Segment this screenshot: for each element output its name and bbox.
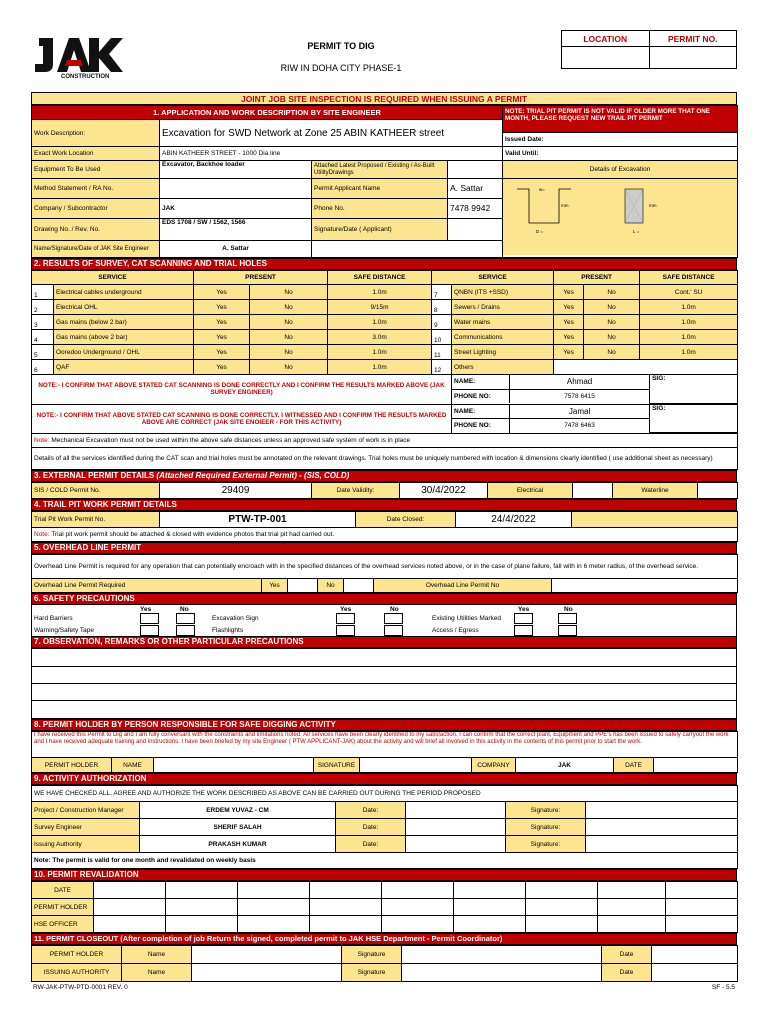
closeout-signature-label: Signature <box>342 964 402 982</box>
present-no[interactable]: No <box>250 360 328 375</box>
holder-name-label: NAME <box>112 758 154 773</box>
service-number: 4 <box>32 330 54 345</box>
waterline-field[interactable] <box>698 483 738 499</box>
details-of-excavation-label: Details of Excavation <box>503 161 738 179</box>
section-4-title: 4. TRAIL PIT WORK PERMIT DETAILS <box>31 499 737 511</box>
authorizer-date-label: Date: <box>336 836 406 853</box>
safe-distance: 1.0m <box>640 330 738 345</box>
present-no[interactable]: No <box>250 345 328 360</box>
overhead-permit-text: Overhead Line Permit is required for any operation that can potentially encroach with in the specified distances of the overhead services noted above, or in the case of plane failure, fall with in 6 meter radius, of the overhead service. <box>32 555 738 579</box>
permit-no-field[interactable] <box>649 47 737 69</box>
closeout-name-label: Name <box>122 964 192 982</box>
section-4-table <box>31 511 738 542</box>
service-number: 10 <box>432 330 452 345</box>
overhead-yes-checkbox[interactable] <box>288 579 318 593</box>
date-closed-label: Date Closed: <box>356 512 456 528</box>
location-label: LOCATION <box>562 31 650 47</box>
safe-distance: 9/15m <box>328 300 432 315</box>
method-statement-label: Method Statement / RA No. <box>32 179 160 199</box>
form-code: RW-JAK-PTW-PTD-0001 REV. 0 <box>33 984 128 991</box>
present-yes[interactable]: Yes <box>194 330 250 345</box>
safe-distance: 3.0m <box>328 330 432 345</box>
revalidation-cell[interactable] <box>666 916 738 933</box>
company-logo <box>31 30 155 78</box>
issued-date-label: Issued Date: <box>503 133 738 147</box>
hard-barriers-no-checkbox[interactable] <box>176 613 195 624</box>
safe-distance: 1.0m <box>640 345 738 360</box>
safety-yes-header-1: Yes <box>140 606 152 613</box>
authorizer-date-field[interactable] <box>406 819 506 836</box>
revalidation-cell[interactable] <box>238 882 310 899</box>
service-number: 8 <box>432 300 452 315</box>
applicant-name-label: Permit Applicant Name <box>312 179 448 199</box>
applicant-signature-field[interactable] <box>448 218 503 240</box>
section-3-title-text: 3. EXTERNAL PERMIT DETAILS <box>34 471 155 480</box>
closeout-name-field[interactable] <box>192 964 342 982</box>
service-name: Others <box>452 360 554 375</box>
equipment-value[interactable]: Excavator, Backhoe loader <box>160 161 312 179</box>
revalidation-cell[interactable] <box>382 899 454 916</box>
overhead-permit-no-label: Overhead Line Permit No <box>374 579 552 593</box>
section-9-title: 9. ACTIVITY AUTHORIZATION <box>31 773 737 785</box>
section-7-title: 7. OBSERVATION, REMARKS OR OTHER PARTICULAR PRECAUTIONS <box>31 636 737 648</box>
section-5-title: 5. OVERHEAD LINE PERMIT <box>31 542 737 554</box>
section-3-title-note: (Attached Required Exrternal Permit) - (SIS, COLD) <box>156 471 350 480</box>
revalidation-cell[interactable] <box>666 882 738 899</box>
safe-distance-header-right: SAFE DISTANCE <box>640 271 738 285</box>
service-name: Ooredoo Underground / OHL <box>54 345 194 360</box>
service-name: QNBN (ITS +SSD) <box>452 285 554 300</box>
section-3-table <box>31 482 738 499</box>
revalidation-cell[interactable] <box>382 916 454 933</box>
revalidation-cell[interactable] <box>94 882 166 899</box>
service-number: 2 <box>32 300 54 315</box>
service-number: 6 <box>32 360 54 375</box>
service-name: Street Lighting <box>452 345 554 360</box>
revalidation-cell[interactable] <box>238 899 310 916</box>
section-8-table <box>31 731 738 773</box>
closeout-date-label: Date <box>602 946 652 964</box>
service-name: Gas mains (below 2 bar) <box>54 315 194 330</box>
revalidation-row-label: HSE OFFICER <box>32 916 94 933</box>
date-validity-label: Date Validity: <box>312 483 400 499</box>
service-number: 9 <box>432 315 452 330</box>
observation-line[interactable] <box>32 649 737 667</box>
mechanical-excavation-note <box>32 434 738 448</box>
present-yes[interactable]: Yes <box>554 315 584 330</box>
revalidation-row-label: PERMIT HOLDER <box>32 899 94 916</box>
closeout-name-label: Name <box>122 946 192 964</box>
revalidation-cell[interactable] <box>166 882 238 899</box>
overhead-permit-no-field[interactable] <box>552 579 738 593</box>
services-annotation-note: Details of all the services identified during the CAT scan and trial holes must be annotated on the relevant drawings. Trial holes must be uniquely numbered with location & dimensions clearly identified ( use additional sheet as necessary) <box>32 448 738 470</box>
authorizer-role: Survey Engineer <box>32 819 140 836</box>
site-engineer-signature-field[interactable] <box>312 240 503 257</box>
flashlights-no-checkbox[interactable] <box>384 625 403 636</box>
revalidation-row-label: DATE <box>32 882 94 899</box>
revalidation-cell[interactable] <box>166 916 238 933</box>
closeout-signature-field[interactable] <box>402 946 602 964</box>
present-no[interactable]: No <box>584 345 640 360</box>
revalidation-cell[interactable] <box>166 899 238 916</box>
others-field[interactable] <box>554 360 738 375</box>
electrical-field[interactable] <box>573 483 613 499</box>
safety-no-header-2: No <box>390 606 399 613</box>
revalidation-cell[interactable] <box>454 916 526 933</box>
exact-location-value[interactable]: ABIN KATHEER STREET - 1000 Dia line <box>160 147 503 161</box>
revalidation-cell[interactable] <box>526 899 598 916</box>
warning-tape-label: Warning/Safety Tape <box>34 627 94 634</box>
service-name: Water mains <box>452 315 554 330</box>
excavation-diagram <box>503 179 738 258</box>
note-mech-text: Mechanical Excavation must not be used within the above safe distances unless an approved safe system of work is in place <box>51 437 411 444</box>
site-engineer-confirm-name[interactable]: Jamal <box>510 405 650 419</box>
diagram-d-label: D = <box>536 229 544 234</box>
holder-company-value[interactable]: JAK <box>516 758 614 773</box>
revalidation-cell[interactable] <box>666 899 738 916</box>
authorizer-date-label: Date: <box>336 802 406 819</box>
sis-cold-permit-value[interactable]: 29409 <box>160 483 312 499</box>
section-2-table <box>31 270 738 470</box>
present-no[interactable]: No <box>584 330 640 345</box>
authorizer-signature-field[interactable] <box>586 819 738 836</box>
survey-engineer-confirmation: NOTE:- I CONFIRM THAT ABOVE STATED CAT SCANNING IS DONE CORRECTLY AND I CONFIRM THE RESULTS MARKED ABOVE (JAK SURVEY ENGINEER) <box>32 375 452 405</box>
service-number: 3 <box>32 315 54 330</box>
access-egress-label: Access / Egress <box>432 627 479 634</box>
safety-no-header-3: No <box>564 606 573 613</box>
excavation-sign-label: Excavation Sign <box>212 615 259 622</box>
form-ref: SF - 5.5 <box>711 984 735 991</box>
safety-yes-header-3: Yes <box>518 606 530 613</box>
section-11-table <box>31 945 738 982</box>
observation-line[interactable] <box>32 684 737 701</box>
safe-distance: 1.0m <box>328 315 432 330</box>
revalidation-cell[interactable] <box>598 882 666 899</box>
holder-company-label: COMPANY <box>472 758 516 773</box>
overhead-permit-required-label: Overhead Line Permit Required <box>32 579 262 593</box>
location-field[interactable] <box>562 47 650 69</box>
flashlights-label: Flashlights <box>212 627 244 634</box>
observation-lines <box>31 648 737 719</box>
authorizer-role: Project / Construction Manager <box>32 802 140 819</box>
present-yes[interactable]: Yes <box>554 345 584 360</box>
closeout-role: PERMIT HOLDER <box>32 946 122 964</box>
present-no[interactable]: No <box>584 300 640 315</box>
form-title: PERMIT TO DIG <box>307 41 375 51</box>
closeout-signature-label: Signature <box>342 946 402 964</box>
closeout-date-field[interactable] <box>652 964 738 982</box>
holder-name-field[interactable] <box>154 758 314 773</box>
present-yes[interactable]: Yes <box>554 330 584 345</box>
safe-distance: 1.0m <box>328 345 432 360</box>
revalidation-cell[interactable] <box>382 882 454 899</box>
section-1-title: 1. APPLICATION AND WORK DESCRIPTION BY SITE ENGINEER <box>32 106 503 120</box>
site-engineer-value[interactable]: A. Sattar <box>160 240 312 257</box>
authorizer-name[interactable]: ERDEM YUVAZ - CM <box>140 802 336 819</box>
applicant-signature-label: Signature/Date ( Applicant) <box>312 218 448 240</box>
trial-pit-note <box>32 528 738 542</box>
safe-distance: Cont.' SU <box>640 285 738 300</box>
revalidation-cell[interactable] <box>598 899 666 916</box>
date-closed-value[interactable]: 24/4/2022 <box>456 512 572 528</box>
company-value[interactable]: JAK <box>160 198 312 218</box>
authorizer-date-field[interactable] <box>406 836 506 853</box>
drawing-no-label: Drawing No. / Rev. No. <box>32 218 160 240</box>
revalidation-cell[interactable] <box>94 899 166 916</box>
safe-distance: 1.0m <box>328 285 432 300</box>
hard-barriers-label: Hard Barriers <box>34 615 73 622</box>
service-number: 11 <box>432 345 452 360</box>
site-engineer-confirmation: NOTE:- I CONFIRM THAT ABOVE STATED CAT SCANNING IS DONE CORRECTLY. I WITNESSED AND I CONFIRM THE RESULTS MARKED ABOVE ARE CORRECT (JAK SITE ENOIEER - FOR THIS ACTIVITY) <box>32 404 452 434</box>
trial-pit-validity-note: NOTE: TRIAL PIT PERMIT IS NOT VALID IF OLDER MORE THAT ONE MONTH, PLEASE REQUEST NEW TRAIL PIT PERMIT <box>503 106 738 133</box>
survey-engineer-phone[interactable]: 7578 6415 <box>510 389 650 403</box>
permit-form <box>31 30 737 1015</box>
present-no[interactable]: No <box>250 330 328 345</box>
section-3-title <box>31 470 737 482</box>
closeout-name-field[interactable] <box>192 946 342 964</box>
method-statement-value[interactable] <box>160 179 312 199</box>
overhead-no-checkbox[interactable] <box>344 579 374 593</box>
phone-label-1: PHONE NO: <box>452 389 510 403</box>
trial-pit-permit-label: Trial Pit Work Permit No. <box>32 512 160 528</box>
diagram-l-label: L = <box>633 229 640 234</box>
work-description-label: Work Description: <box>32 120 160 147</box>
attached-drawings-label: Attached Latest Proposed / Existing / As-Built UtilityDrawings <box>312 161 448 179</box>
excavation-sign-no-checkbox[interactable] <box>384 613 403 624</box>
service-number: 7 <box>432 285 452 300</box>
present-no[interactable]: No <box>250 285 328 300</box>
present-yes[interactable]: Yes <box>194 360 250 375</box>
safe-distance: 1.0m <box>640 315 738 330</box>
form-footer <box>31 982 737 994</box>
service-name: Electrical OHL <box>54 300 194 315</box>
present-no[interactable]: No <box>250 315 328 330</box>
safe-distance-header-left: SAFE DISTANCE <box>328 271 432 285</box>
section-10-title: 10. PERMIT REVALIDATION <box>31 869 737 881</box>
section-2-title: 2. RESULTS OF SURVEY, CAT SCANNING AND TRIAL HOLES <box>31 258 737 270</box>
name-label-1: NAME: <box>452 375 510 389</box>
utilities-marked-yes-checkbox[interactable] <box>514 613 533 624</box>
authorizer-signature-label: Signature: <box>506 819 586 836</box>
service-name: Communications <box>452 330 554 345</box>
present-yes[interactable]: Yes <box>194 345 250 360</box>
diagram-w-label: w= <box>539 187 545 192</box>
safety-yes-header-2: Yes <box>340 606 352 613</box>
section-8-title: 8. PERMIT HOLDER BY PERSON RESPONSIBLE FOR SAFE DIGGING ACTIVITY <box>31 719 737 731</box>
revalidation-cell[interactable] <box>454 899 526 916</box>
authorizer-name[interactable]: PRAKASH KUMAR <box>140 836 336 853</box>
date-validity-value[interactable]: 30/4/2022 <box>400 483 488 499</box>
safe-distance: 1.0m <box>328 360 432 375</box>
phone-value[interactable]: 7478 9942 <box>448 198 503 218</box>
attached-drawings-field[interactable] <box>448 161 503 179</box>
revalidation-cell[interactable] <box>526 916 598 933</box>
section-10-table <box>31 881 738 933</box>
revalidation-cell[interactable] <box>526 882 598 899</box>
section-6-title: 6. SAFETY PRECAUTIONS <box>31 593 737 605</box>
holder-date-label: DATE <box>614 758 654 773</box>
closeout-date-field[interactable] <box>652 946 738 964</box>
service-name: Electrical cables underground <box>54 285 194 300</box>
service-name: QAF <box>54 360 194 375</box>
joint-inspection-notice: JOINT JOB SITE INSPECTION IS REQUIRED WHEN ISSUING A PERMIT <box>31 92 737 105</box>
permit-no-label: PERMIT NO. <box>649 31 737 47</box>
section-9-table <box>31 785 738 869</box>
logo-text: CONSTRUCTION <box>61 74 110 78</box>
service-header-right: SERVICE <box>432 271 554 285</box>
form-subtitle: RIW IN DOHA CITY PHASE-1 <box>280 63 402 73</box>
authorizer-name[interactable]: SHERIF SALAH <box>140 819 336 836</box>
company-label: Company / Subcontractor <box>32 198 160 218</box>
waterline-label: Waterline <box>613 483 698 499</box>
revalidation-cell[interactable] <box>310 899 382 916</box>
safe-distance: 1.0m <box>640 300 738 315</box>
access-egress-no-checkbox[interactable] <box>558 625 577 636</box>
revalidation-cell[interactable] <box>94 916 166 933</box>
service-header-left: SERVICE <box>32 271 194 285</box>
flashlights-yes-checkbox[interactable] <box>336 625 355 636</box>
warning-tape-yes-checkbox[interactable] <box>140 625 159 636</box>
section-5-table <box>31 554 738 593</box>
warning-tape-no-checkbox[interactable] <box>176 625 195 636</box>
service-number: 12 <box>432 360 452 375</box>
diagram-mm2-label: mm <box>649 203 657 208</box>
name-label-2: NAME: <box>452 405 510 419</box>
present-no[interactable]: No <box>584 315 640 330</box>
holder-signature-label: SIGNATURE <box>314 758 360 773</box>
note-prefix: Note: <box>34 437 50 444</box>
phone-label: Phone No. <box>312 198 448 218</box>
section-11-title: 11. PERMIT CLOSEOUT (After completion of job Return the signed, completed permit to JAK HSE Department - Permit Coordinator) <box>31 933 737 945</box>
service-name: Sewers / Drains <box>452 300 554 315</box>
access-egress-yes-checkbox[interactable] <box>514 625 533 636</box>
authorizer-signature-label: Signature: <box>506 802 586 819</box>
revalidation-cell[interactable] <box>310 882 382 899</box>
present-yes[interactable]: Yes <box>194 300 250 315</box>
closeout-date-label: Date <box>602 964 652 982</box>
sig-label-2: SIG: <box>650 405 738 433</box>
valid-until-label: Valid Until: <box>503 147 738 161</box>
overhead-yes-label: Yes <box>262 579 288 593</box>
observation-line[interactable] <box>32 701 737 719</box>
trial-pit-empty <box>572 512 738 528</box>
revalidation-cell[interactable] <box>310 916 382 933</box>
closeout-signature-field[interactable] <box>402 964 602 982</box>
permit-holder-declaration: I have received this Permit to Dig and I am fully conversant with the constraints and limitations noted. All services have been clearly identified to my satisfaction. I can confirm that the correct plant, Equipment and PPE's has been issued to safely carryout the work and I have received adequate training and instructions. I have been briefed by my site Engineer ( PTW APPLICANT-JAK) about the activity and will brief all involved in this activity in the contents of this permit prior to start the work. <box>32 732 738 758</box>
service-name: Gas mains (above 2 bar) <box>54 330 194 345</box>
sis-cold-permit-label: SIS / COLD Permit No. <box>32 483 160 499</box>
drawing-no-value[interactable]: EDS 1708 / SW / 1562, 1566 <box>160 218 312 240</box>
observation-line[interactable] <box>32 667 737 684</box>
holder-signature-field[interactable] <box>360 758 472 773</box>
holder-date-field[interactable] <box>654 758 738 773</box>
present-yes[interactable]: Yes <box>194 285 250 300</box>
trial-pit-note-text: Trial pit work permit should be attached & closed with evidence photos that trial pit had carried out. <box>51 531 335 538</box>
phone-label-2: PHONE NO: <box>452 419 510 433</box>
authorizer-signature-field[interactable] <box>586 802 738 819</box>
diagram-mm-label: mm <box>561 203 569 208</box>
safety-no-header-1: No <box>180 606 189 613</box>
authorizer-signature-field[interactable] <box>586 836 738 853</box>
authorizer-signature-label: Signature: <box>506 836 586 853</box>
utilities-marked-no-checkbox[interactable] <box>558 613 577 624</box>
applicant-name-value[interactable]: A. Sattar <box>448 179 503 199</box>
trial-pit-note-prefix: Note: <box>34 531 50 538</box>
electrical-label: Electrical <box>488 483 573 499</box>
survey-engineer-name[interactable]: Ahmad <box>510 375 650 389</box>
hard-barriers-yes-checkbox[interactable] <box>140 613 159 624</box>
sig-label-1: SIG: <box>650 375 738 403</box>
present-header-right: PRESENT <box>554 271 640 285</box>
overhead-no-label: No <box>318 579 344 593</box>
permit-holder-label: PERMIT HOLDER <box>32 758 112 773</box>
authorization-text: WE HAVE CHECKED ALL, AGREE AND AUTHORIZE THE WORK DESCRIBED AS ABOVE CAN BE CARRIED OUT DURING THE PERIOD PROPOSED <box>32 786 738 802</box>
site-engineer-confirm-phone[interactable]: 7478 6463 <box>510 419 650 433</box>
revalidation-cell[interactable] <box>598 916 666 933</box>
revalidation-cell[interactable] <box>454 882 526 899</box>
work-description-value[interactable]: Excavation for SWD Network at Zone 25 ABIN KATHEER street <box>160 120 503 147</box>
exact-location-label: Exact Work Location <box>32 147 160 161</box>
authorizer-date-label: Date: <box>336 819 406 836</box>
safety-precautions <box>31 605 737 636</box>
excavation-sign-yes-checkbox[interactable] <box>336 613 355 624</box>
trial-pit-permit-value[interactable]: PTW-TP-001 <box>160 512 356 528</box>
section-1-table <box>31 105 738 258</box>
site-engineer-label: Name/Signature/Date of JAK Site Engineer <box>32 240 160 257</box>
present-yes[interactable]: Yes <box>194 315 250 330</box>
service-number: 5 <box>32 345 54 360</box>
revalidation-cell[interactable] <box>238 916 310 933</box>
equipment-label: Equipment To Be Used <box>32 161 160 179</box>
present-no[interactable]: No <box>250 300 328 315</box>
closeout-role: ISSUING AUTHORITY <box>32 964 122 982</box>
authorizer-role: Issuing Authority <box>32 836 140 853</box>
present-header-left: PRESENT <box>194 271 328 285</box>
present-yes[interactable]: Yes <box>554 285 584 300</box>
form-header <box>31 30 737 92</box>
validity-note: Note: The permit is valid for one month and revalidated on weekly basis <box>32 853 738 869</box>
present-no[interactable]: No <box>584 285 640 300</box>
service-number: 1 <box>32 285 54 300</box>
authorizer-date-field[interactable] <box>406 802 506 819</box>
utilities-marked-label: Existing Utilities Marked <box>432 615 501 622</box>
present-yes[interactable]: Yes <box>554 300 584 315</box>
